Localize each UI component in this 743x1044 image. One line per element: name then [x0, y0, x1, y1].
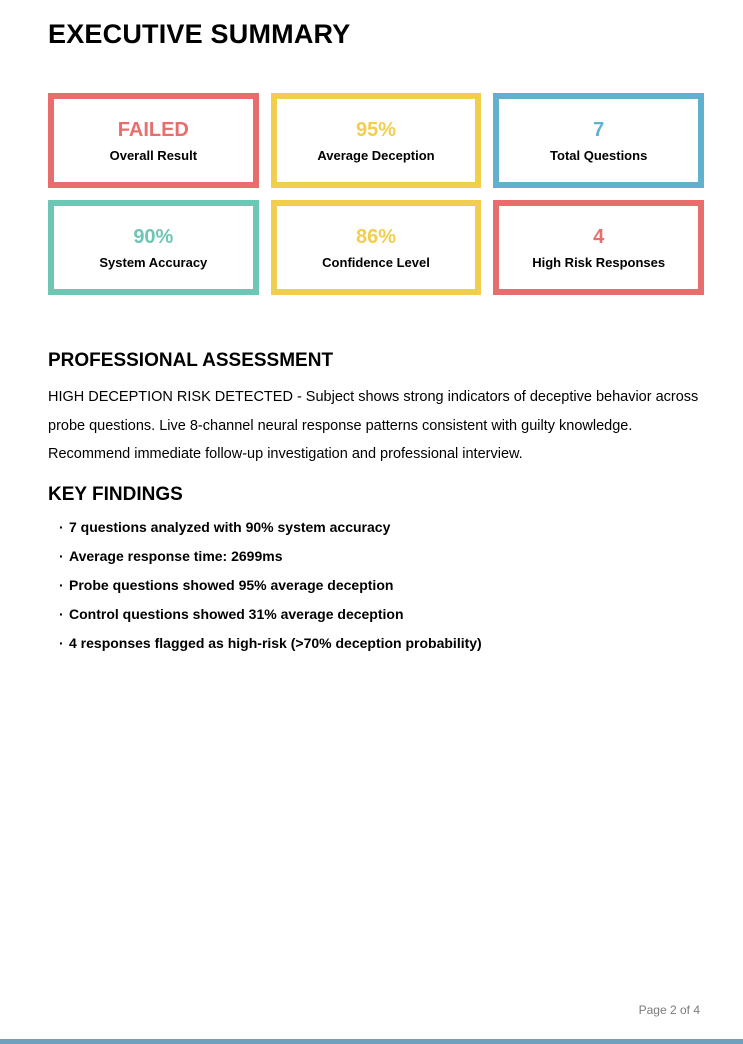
stat-card-value: 4 [593, 225, 605, 248]
bottom-accent-bar [0, 1039, 743, 1044]
key-findings-heading: KEY FINDINGS [48, 484, 183, 505]
bullet-icon: · [59, 519, 64, 535]
stat-card-label: Average Deception [317, 147, 435, 163]
stat-card-label: Confidence Level [322, 254, 430, 270]
bullet-icon: · [59, 577, 64, 593]
key-finding-text: Control questions showed 31% average deception [69, 606, 404, 622]
stat-card-label: Total Questions [550, 147, 648, 163]
stat-card-total-questions [493, 93, 704, 188]
stat-card-value: 90% [133, 225, 174, 248]
stat-cards-grid [48, 93, 704, 295]
stat-card-value: 86% [355, 225, 396, 248]
key-finding-text: Average response time: 2699ms [69, 548, 283, 564]
stat-card-high-risk-responses [493, 200, 704, 295]
stat-card-value: 7 [593, 118, 605, 141]
assessment-heading: PROFESSIONAL ASSESSMENT [48, 350, 334, 371]
key-finding-text: Probe questions showed 95% average deception [69, 577, 394, 593]
key-findings-list [48, 518, 482, 663]
stat-card-average-deception [271, 93, 482, 188]
page-number: Page 2 of 4 [638, 1003, 700, 1017]
key-finding-item [48, 518, 482, 537]
key-finding-text: 4 responses flagged as high-risk (>70% deception probability) [69, 635, 482, 651]
stat-card-label: System Accuracy [99, 254, 208, 270]
bullet-icon: · [59, 635, 64, 651]
stat-card-value: FAILED [117, 118, 189, 141]
bullet-icon: · [59, 548, 64, 564]
key-finding-item [48, 605, 482, 624]
stat-card-label: Overall Result [109, 147, 198, 163]
key-finding-text: 7 questions analyzed with 90% system accuracy [69, 519, 391, 535]
stat-card-value: 95% [355, 118, 396, 141]
stat-card-system-accuracy [48, 200, 259, 295]
stat-card-confidence-level [271, 200, 482, 295]
key-finding-item [48, 547, 482, 566]
assessment-text: HIGH DECEPTION RISK DETECTED - Subject shows strong indicators of deceptive behavior across probe questions. Live 8-channel neural response patterns consistent with guilty knowledge. Recommend immediate follow-up investigation and professional interview. [48, 389, 699, 462]
stat-card-label: High Risk Responses [532, 254, 666, 270]
key-finding-item [48, 576, 482, 595]
bullet-icon: · [59, 606, 64, 622]
page-title: EXECUTIVE SUMMARY [48, 19, 351, 49]
key-finding-item [48, 634, 482, 653]
stat-card-overall-result [48, 93, 259, 188]
